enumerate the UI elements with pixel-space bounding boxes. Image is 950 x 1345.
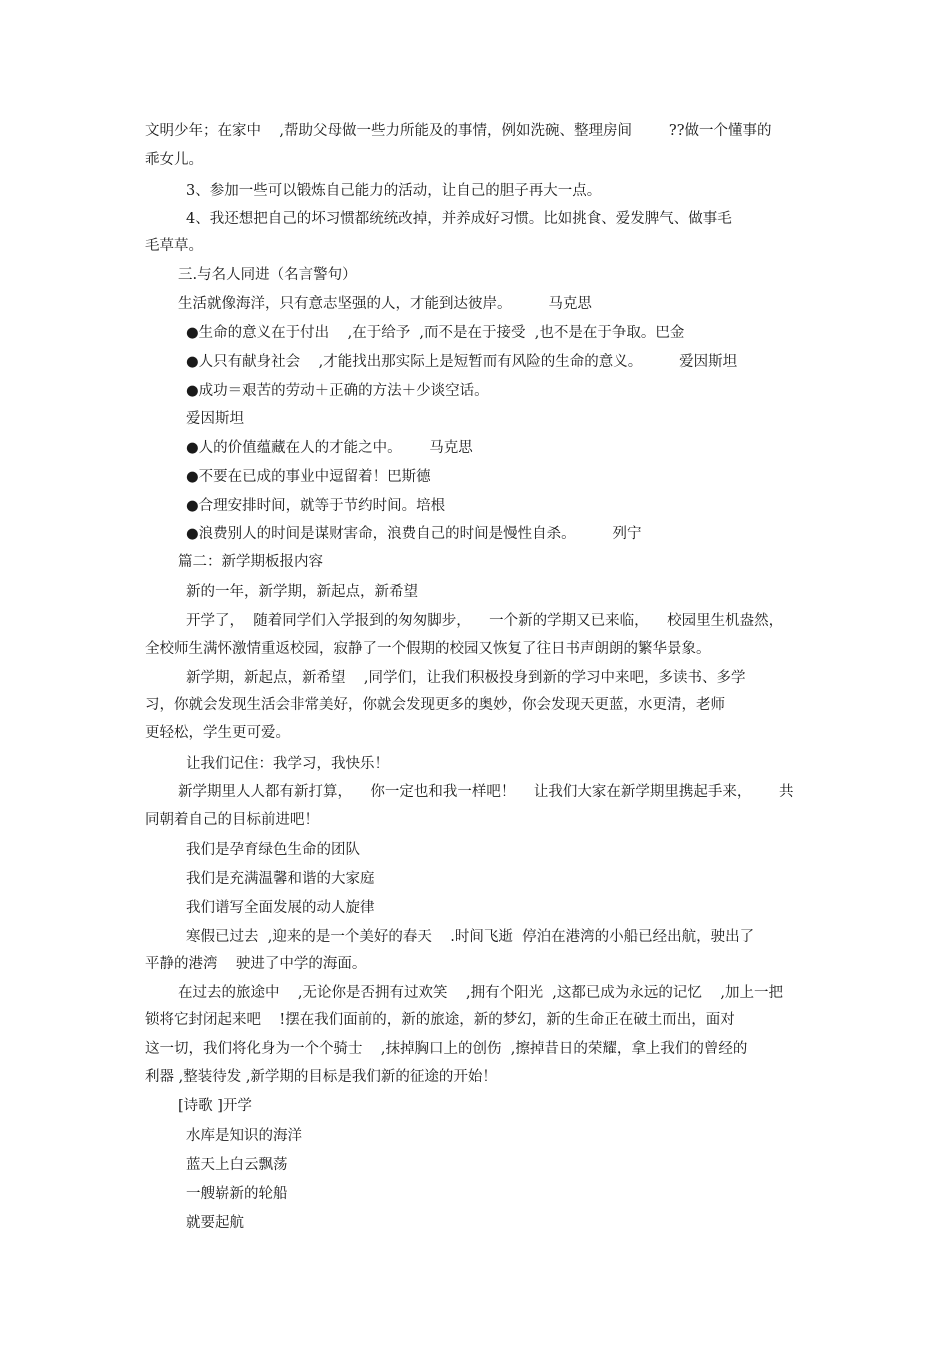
- text-line: 这一切，我们将化身为一个个骑士 ,抹掉胸口上的创伤 ,擦掉昔日的荣耀，拿上我们的曾经的: [145, 1041, 748, 1057]
- text-line: 寒假已过去 ,迎来的是一个美好的春天 .时间飞逝 停泊在港湾的小船已经出航，驶出了: [186, 929, 755, 945]
- poem-line: 水库是知识的海洋: [186, 1128, 302, 1144]
- text-line: 新的一年，新学期，新起点，新希望: [186, 584, 418, 600]
- poem-line: 就要起航: [186, 1215, 244, 1231]
- text-line: 新学期，新起点，新希望 ,同学们，让我们积极投身到新的学习中来吧，多读书、多学: [186, 670, 746, 686]
- quote-line: ●生命的意义在于付出 ,在于给予 ,而不是在于接受 ,也不是在于争取。巴金: [186, 325, 685, 341]
- quote-author: 爱因斯坦: [186, 411, 244, 427]
- quote-line: ●人的价值蕴藏在人的才能之中。 马克思: [186, 440, 473, 456]
- text-line: 4、我还想把自己的坏习惯都统统改掉，并养成好习惯。比如挑食、爱发脾气、做事毛: [186, 211, 732, 227]
- text-line: 锁将它封闭起来吧 !摆在我们面前的，新的旅途，新的梦幻，新的生命正在破土而出，面对: [145, 1012, 735, 1028]
- text-line: 开学了， 随着同学们入学报到的匆匆脚步， 一个新的学期又已来临， 校园里生机盎然，: [186, 613, 784, 629]
- poem-title: [诗歌 ]开学: [178, 1098, 252, 1114]
- text-line: 利器 ,整装待发 ,新学期的目标是我们新的征途的开始！: [145, 1069, 497, 1085]
- text-line: 让我们记住：我学习，我快乐！: [186, 756, 389, 772]
- quote-line: ●人只有献身社会 ,才能找出那实际上是短暂而有风险的生命的意义。 爱因斯坦: [186, 354, 738, 370]
- text-line: 同朝着自己的目标前进吧！: [145, 812, 319, 828]
- text-line: 在过去的旅途中 ,无论你是否拥有过欢笑 ,拥有个阳光 ,这都已成为永远的记忆 ,加上一把: [178, 985, 783, 1001]
- quote-line: ●成功＝艰苦的劳动＋正确的方法＋少谈空话。: [186, 383, 489, 399]
- text-line: 乖女儿。: [145, 152, 203, 168]
- text-line: 我们是孕育绿色生命的团队: [186, 842, 360, 858]
- poem-line: 蓝天上白云飘荡: [186, 1157, 288, 1173]
- section-heading: 篇二：新学期板报内容: [178, 554, 323, 570]
- text-line: 我们是充满温馨和谐的大家庭: [186, 871, 375, 887]
- text-line: 文明少年；在家中 ,帮助父母做一些力所能及的事情，例如洗碗、整理房间 ??做一个懂事的: [145, 123, 772, 139]
- text-line: 我们谱写全面发展的动人旋律: [186, 900, 375, 916]
- poem-line: 一艘崭新的轮船: [186, 1186, 288, 1202]
- text-line: 更轻松，学生更可爱。: [145, 725, 290, 741]
- text-line: 新学期里人人都有新打算， 你一定也和我一样吧！ 让我们大家在新学期里携起手来， 共: [178, 784, 794, 800]
- quote-line: ●不要在已成的事业中逗留着！巴斯德: [186, 469, 431, 485]
- quote-line: ●合理安排时间，就等于节约时间。培根: [186, 498, 446, 514]
- text-line: 平静的港湾 驶进了中学的海面。: [145, 956, 367, 972]
- quote-line: ●浪费别人的时间是谋财害命，浪费自己的时间是慢性自杀。 列宁: [186, 526, 642, 542]
- text-line: 习，你就会发现生活会非常美好，你就会发现更多的奥妙，你会发现天更蓝，水更清，老师: [145, 697, 725, 713]
- text-line: 全校师生满怀激情重返校园，寂静了一个假期的校园又恢复了往日书声朗朗的繁华景象。: [145, 641, 711, 657]
- text-line: 毛草草。: [145, 238, 203, 254]
- text-line: 3、参加一些可以锻炼自己能力的活动，让自己的胆子再大一点。: [186, 183, 602, 199]
- quote-line: 生活就像海洋，只有意志坚强的人，才能到达彼岸。 马克思: [178, 296, 592, 312]
- section-heading: 三.与名人同进（名言警句）: [178, 267, 357, 283]
